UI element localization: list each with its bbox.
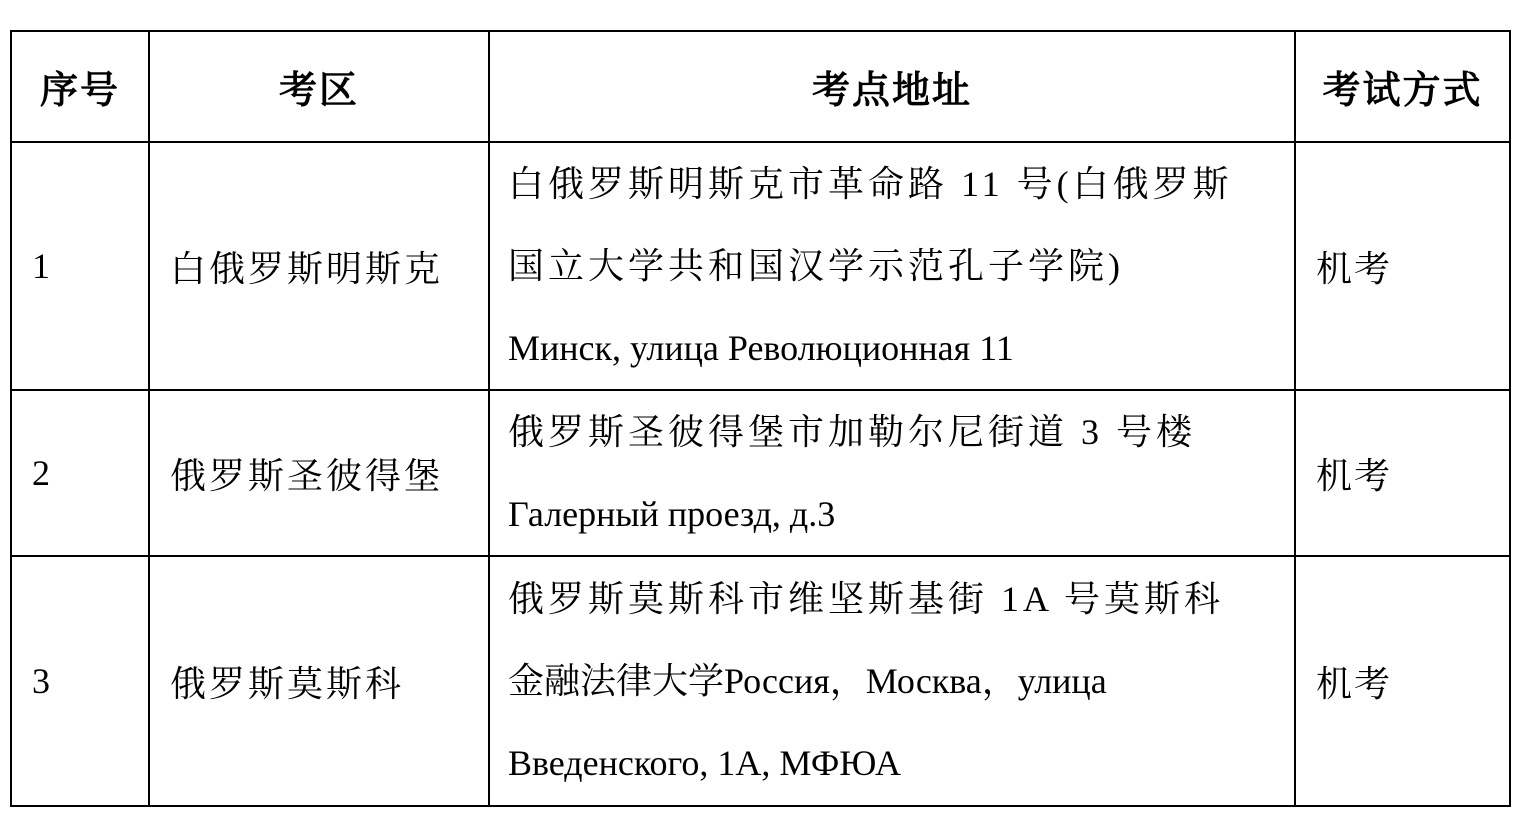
exam-site-table <box>10 30 1511 807</box>
header-address: 考点地址 <box>489 31 1295 142</box>
row-number: 1 <box>11 142 149 390</box>
header-region: 考区 <box>149 31 489 142</box>
table-row <box>11 556 1510 806</box>
row-address <box>489 142 1295 390</box>
address-line: Введенского, 1А, МФЮА <box>508 743 901 783</box>
row-number: 3 <box>11 556 149 806</box>
row-exam-mode: 机考 <box>1295 390 1510 556</box>
header-number: 序号 <box>11 31 149 142</box>
address-line: 金融法律大学Россия，Москва，улица <box>508 661 1107 701</box>
table-header-row <box>11 31 1510 142</box>
row-exam-mode: 机考 <box>1295 556 1510 806</box>
table-row <box>11 390 1510 556</box>
row-region: 俄罗斯圣彼得堡 <box>149 390 489 556</box>
row-region: 俄罗斯莫斯科 <box>149 556 489 806</box>
address-line: Минск, улица Революционная 11 <box>508 328 1014 368</box>
address-line: 俄罗斯莫斯科市维坚斯基街 1A 号莫斯科 <box>508 579 1225 619</box>
row-address <box>489 390 1295 556</box>
address-line: 白俄罗斯明斯克市革命路 11 号(白俄罗斯 <box>508 164 1233 204</box>
header-exam-mode: 考试方式 <box>1295 31 1510 142</box>
row-exam-mode: 机考 <box>1295 142 1510 390</box>
table-row <box>11 142 1510 390</box>
row-region: 白俄罗斯明斯克 <box>149 142 489 390</box>
address-line: 俄罗斯圣彼得堡市加勒尔尼街道 3 号楼 <box>508 412 1197 452</box>
row-address <box>489 556 1295 806</box>
address-line: 国立大学共和国汉学示范孔子学院) <box>508 246 1124 286</box>
row-number: 2 <box>11 390 149 556</box>
address-line: Галерный проезд, д.3 <box>508 494 836 534</box>
